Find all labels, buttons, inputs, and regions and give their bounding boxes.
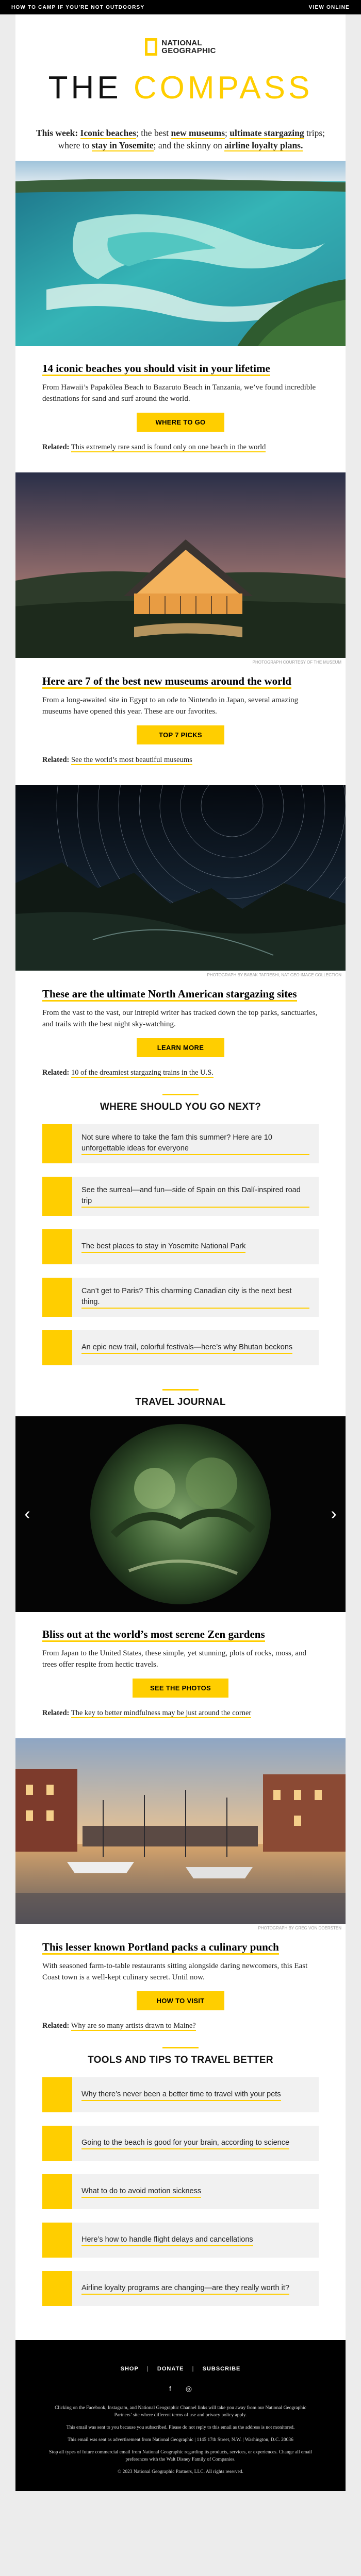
photo-caption: PHOTOGRAPH BY GREG VON DOERSTEN [258, 1926, 341, 1930]
story-title[interactable]: Here are 7 of the best new museums around the world [42, 675, 291, 689]
related-line: Related: 10 of the dreamiest stargazing trains in the U.S. [42, 1069, 214, 1077]
where-next-section [15, 1094, 346, 1389]
story-body: From Hawaii’s Papakōlea Beach to Bazaruto Beach in Tanzania, we’ve found incredible destinations for sand and surf around the world. [42, 383, 316, 403]
logo-line2: GEOGRAPHIC [161, 46, 216, 55]
list-item[interactable]: Not sure where to take the fam this summer? Here are 10 unforgettable ideas for everyone [42, 1124, 319, 1163]
beach-photo[interactable] [15, 161, 346, 346]
story-title[interactable]: 14 iconic beaches you should visit in your lifetime [42, 362, 270, 376]
logo-line1: NATIONAL [161, 39, 203, 47]
intro-link-museums[interactable]: new museums [171, 128, 225, 138]
photo-caption: PHOTOGRAPH BY BABAK TAFRESHI, NAT GEO IMAGE COLLECTION [207, 973, 341, 977]
top-7-picks-button[interactable]: TOP 7 PICKS [137, 725, 224, 744]
masthead [15, 14, 346, 124]
stargazing-photo[interactable] [15, 785, 346, 971]
story-body: From the vast to the vast, our intrepid writer has tracked down the top parks, sanctuaries, and trails with the best night sky-watching. [42, 1009, 318, 1028]
section-title: WHERE SHOULD YOU GO NEXT? [100, 1101, 261, 1112]
story-body: From Japan to the United States, these simple, yet stunning, plots of rocks, moss, and trees offer respite from hectic travels. [42, 1649, 307, 1669]
related-link[interactable]: The key to better mindfulness may be just around the corner [71, 1709, 252, 1717]
newsletter-title [15, 70, 346, 106]
related-line: Related: Why are so many artists drawn to Maine? [42, 2022, 196, 2030]
title-word-the: THE [48, 70, 122, 106]
photo-caption: PHOTOGRAPH COURTESY OF THE MUSEUM [252, 660, 341, 665]
list-item[interactable]: Airline loyalty programs are changing—are they really worth it? [42, 2271, 319, 2306]
email-card [15, 14, 346, 2491]
where-to-go-button[interactable]: WHERE TO GO [137, 413, 224, 432]
section-title: TRAVEL JOURNAL [135, 1397, 226, 1408]
story-stargazing [15, 785, 346, 1094]
related-link[interactable]: See the world’s most beautiful museums [71, 756, 192, 764]
camping-link[interactable]: HOW TO CAMP IF YOU'RE NOT OUTDOORSY [11, 4, 145, 10]
intro-link-yosemite[interactable]: stay in Yosemite [91, 140, 154, 150]
natgeo-logo[interactable] [145, 38, 216, 56]
related-line: Related: This extremely rare sand is found only on one beach in the world [42, 443, 266, 451]
list-item[interactable]: Going to the beach is good for your brain, according to science [42, 2126, 319, 2161]
museum-photo[interactable] [15, 472, 346, 658]
story-body: With seasoned farm-to-table restaurants sitting alongside daring newcomers, this East Coast town is a well-kept culinary secret. Until now. [42, 1962, 308, 1981]
instagram-icon[interactable]: ◎ [185, 2384, 192, 2393]
copyright: © 2023 National Geographic Partners, LLC. All rights reserved. [118, 2469, 243, 2475]
related-link[interactable]: 10 of the dreamiest stargazing trains in the U.S. [71, 1069, 214, 1077]
intro-link-stargazing[interactable]: ultimate stargazing [229, 128, 304, 138]
intro-link-airline[interactable]: airline loyalty plans. [224, 140, 303, 150]
section-title: TOOLS AND TIPS TO TRAVEL BETTER [88, 2055, 273, 2065]
list-item[interactable]: The best places to stay in Yosemite National Park [42, 1229, 319, 1264]
list-item[interactable]: Can’t get to Paris? This charming Canadian city is the next best thing. [42, 1278, 319, 1317]
list-item[interactable]: Here’s how to handle flight delays and cancellations [42, 2223, 319, 2258]
story-beaches [15, 161, 346, 472]
top-bar [0, 0, 361, 14]
list-item[interactable]: See the surreal—and fun—side of Spain on this Dalí-inspired road trip [42, 1177, 319, 1216]
how-to-visit-button[interactable]: HOW TO VISIT [137, 1991, 224, 2010]
list-item[interactable]: What to do to avoid motion sickness [42, 2174, 319, 2209]
story-body: From a long-awaited site in Egypt to an ode to Nintendo in Japan, several amazing museums have opened this year. These are our favorites. [42, 696, 299, 716]
list-item[interactable]: Why there’s never been a better time to travel with your pets [42, 2077, 319, 2112]
subscribe-link[interactable]: SUBSCRIBE [202, 2366, 241, 2372]
intro-paragraph: This week: Iconic beaches; the best new museums; ultimate stargazing trips; where to stay in Yosemite; and the skinny on airline loyalty plans. [36, 128, 325, 150]
travel-journal-section [15, 1389, 346, 2047]
title-word-compass: COMPASS [133, 70, 313, 106]
footer [15, 2340, 346, 2491]
section-divider [162, 1389, 199, 1391]
section-divider [162, 1094, 199, 1095]
story-title[interactable]: This lesser known Portland packs a culinary punch [42, 1941, 279, 1955]
portland-photo[interactable] [15, 1738, 346, 1924]
related-link[interactable]: This extremely rare sand is found only on one beach in the world [71, 443, 266, 451]
unsubscribe-text[interactable]: Stop all types of future commercial email from National Geographic regarding its products, services, or experiences. Change all email preferences with the Walt Disney Family of Companies. [49, 2450, 312, 2462]
see-photos-button[interactable]: SEE THE PHOTOS [133, 1679, 228, 1698]
fine-print: Clicking on the Facebook, Instagram, and National Geographic Channel links will take you away from our National Geographic Partners’ site where different terms of use and privacy policy apply. This email was sent to you because you subscribed. Please do not reply to this email as the address is not monitored. This email was sent as advertisement from National Geographic | 1145 17th Street, N.W. | Washington, D.C. 20036 Stop all types of future commercial email from National Geographic regarding its products, services, or experiences. Change all email preferences with the Walt Disney Family of Companies. © 2023 National Geographic Partners, LLC. All rights reserved. [46, 2404, 315, 2476]
facebook-icon[interactable]: f [169, 2384, 171, 2393]
related-link[interactable]: Why are so many artists drawn to Maine? [71, 2022, 196, 2030]
story-museums [15, 472, 346, 785]
list-item[interactable]: An epic new trail, colorful festivals—here’s why Bhutan beckons [42, 1330, 319, 1365]
related-line: Related: The key to better mindfulness may be just around the corner [42, 1709, 252, 1717]
learn-more-button[interactable]: LEARN MORE [137, 1038, 224, 1057]
related-line: Related: See the world’s most beautiful museums [42, 756, 192, 764]
zen-garden-photo[interactable] [15, 1416, 346, 1612]
intro-link-beaches[interactable]: Iconic beaches [80, 128, 136, 138]
zen-gallery [15, 1416, 346, 1612]
shop-link[interactable]: SHOP [120, 2366, 139, 2372]
tools-tips-section [15, 2047, 346, 2340]
yellow-frame-icon [145, 38, 157, 56]
social-icons [46, 2384, 315, 2393]
section-divider [162, 2047, 199, 2048]
story-title[interactable]: Bliss out at the world’s most serene Zen gardens [42, 1628, 265, 1642]
footer-links: SHOP | DONATE | SUBSCRIBE [120, 2366, 241, 2372]
story-title[interactable]: These are the ultimate North American stargazing sites [42, 988, 297, 1002]
chevron-right-icon[interactable]: › [331, 1504, 337, 1524]
chevron-left-icon[interactable]: ‹ [24, 1504, 30, 1524]
donate-link[interactable]: DONATE [157, 2366, 184, 2372]
view-online-link[interactable]: VIEW ONLINE [308, 4, 350, 10]
